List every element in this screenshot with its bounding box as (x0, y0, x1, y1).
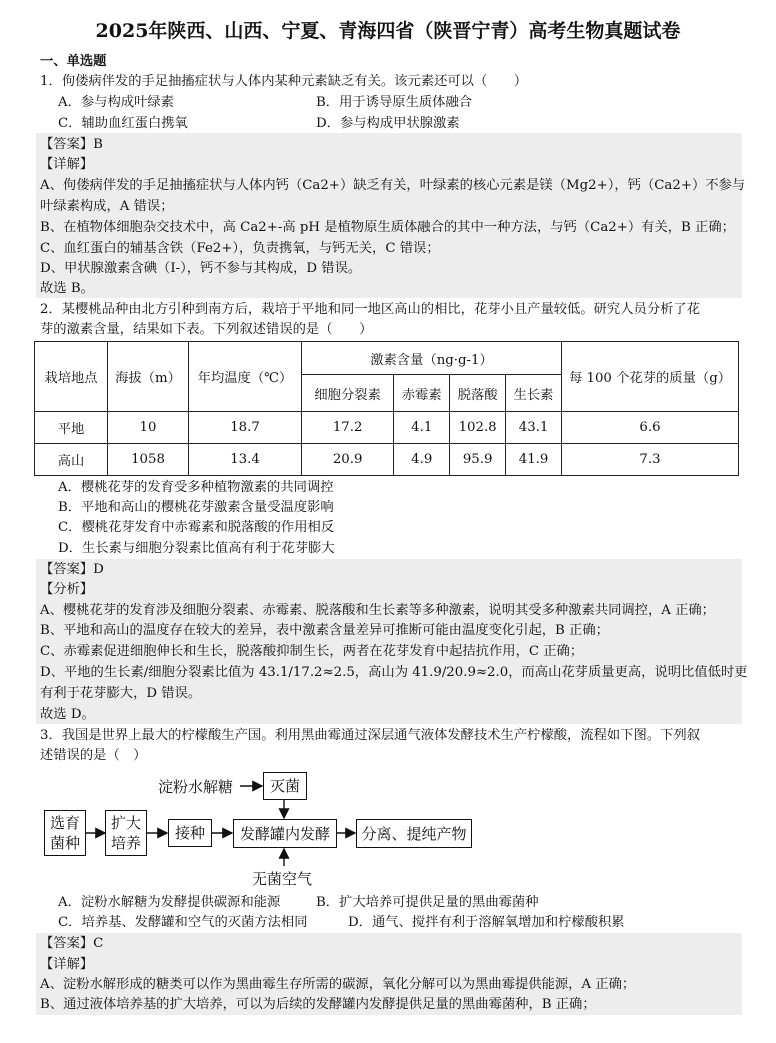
q1-detail-line: D、甲状腺激素含碘（I-），钙不参与其构成，D 错误。 (40, 261, 362, 276)
table-cell: 43.1 (506, 412, 562, 444)
page-title: 2025年陕西、山西、宁夏、青海四省（陕晋宁青）高考生物真题试卷 (95, 20, 681, 42)
table-cell: 4.9 (394, 444, 450, 476)
table-cell: 41.9 (506, 444, 562, 476)
header-hormone-type: 赤霉素 (394, 375, 450, 412)
table-cell: 95.9 (450, 444, 506, 476)
table-cell: 平地 (35, 412, 108, 444)
flow-box-expand (105, 810, 147, 856)
q1-option-d: D．参与构成甲状腺激素 (316, 116, 460, 131)
flow-box-inoculate (168, 819, 212, 847)
flow-label-air: 无菌空气 (252, 870, 313, 888)
q3-detail-line: A、淀粉水解形成的糖类可以作为黑曲霉生存所需的碳源，氧化分解可以为黑曲霉提供能源，A 正确； (40, 977, 636, 992)
table-cell: 102.8 (450, 412, 506, 444)
flow-box-separate-label: 分离、提纯产物 (361, 824, 467, 843)
q2-option-c: C．樱桃花芽发育中赤霉素和脱落酸的作用相反 (58, 520, 335, 535)
table-cell: 4.1 (394, 412, 450, 444)
header-mass: 每 100 个花芽的质量（g） (562, 342, 739, 412)
q2-analysis-line: 故选 D。 (40, 707, 95, 722)
header-hormone-type: 生长素 (506, 375, 562, 412)
q2-option-a: A．樱桃花芽的发育受多种植物激素的共同调控 (58, 480, 334, 495)
table-cell: 20.9 (302, 444, 394, 476)
q2-analysis-line: C、赤霉素促进细胞伸长和生长，脱落酸抑制生长，两者在花芽发育中起拮抗作用，C 正确； (40, 644, 584, 659)
q2-option-d: D．生长素与细胞分裂素比值高有利于花芽膨大 (58, 541, 335, 556)
flow-box-select-label: 选育 (49, 814, 80, 832)
q1-option-a: A．参与构成叶绿素 (58, 95, 174, 110)
flow-box-select-label: 菌种 (49, 834, 80, 852)
flow-box-ferment (233, 819, 337, 848)
q1-detail-line: 叶绿素构成，A 错误； (40, 199, 174, 214)
header-temp: 年均温度（℃） (189, 342, 302, 412)
q3-detail-title: 【详解】 (40, 957, 94, 972)
header-altitude: 海拔（m） (108, 342, 189, 412)
q1-detail-line: C、血红蛋白的辅基含铁（Fe2+），负责携氧，与钙无关，C 错误； (40, 241, 440, 256)
flow-box-sterilize-label: 灭菌 (269, 777, 300, 795)
table-cell: 18.7 (189, 412, 302, 444)
table-cell: 高山 (35, 444, 108, 476)
q3-option-b: B．扩大培养可提供足量的黑曲霉菌种 (316, 895, 539, 910)
q2-option-b: B．平地和高山的樱桃花芽激素含量受温度影响 (58, 500, 334, 515)
section-heading: 一、单选题 (40, 54, 107, 69)
q2-analysis-line: 有利于花芽膨大，D 错误。 (40, 686, 202, 701)
table-cell: 13.4 (189, 444, 302, 476)
q1-detail-line: B、在植物体细胞杂交技术中，高 Ca2+-高 pH 是植物原生质体融合的其中一种方法，与钙（Ca2+）有关，B 正确； (40, 220, 735, 235)
flow-box-sterilize (263, 772, 307, 800)
q1-answer: 【答案】B (40, 137, 103, 152)
header-site: 栽培地点 (35, 342, 108, 412)
q2-stem-line: 2．某樱桃品种由北方引种到南方后，栽培于平地和同一地区高山的相比，花芽小且产量较低。研究人员分析了花 (40, 302, 701, 317)
table-cell: 7.3 (562, 444, 739, 476)
q2-analysis-line: D、平地的生长素/细胞分裂素比值为 43.1/17.2≈2.5，高山为 41.9/20.9≈2.0，而高山花芽质量更高，说明比值低时更 (40, 665, 748, 680)
flow-box-expand-label: 培养 (110, 834, 141, 852)
q1-option-b: B．用于诱导原生质体融合 (316, 95, 473, 110)
header-hormone-type: 脱落酸 (450, 375, 506, 412)
table-cell: 17.2 (302, 412, 394, 444)
q3-detail-line: B、通过液体培养基的扩大培养，可以为后续的发酵罐内发酵提供足量的黑曲霉菌种，B 正确； (40, 997, 596, 1012)
q3-option-d: D．通气、搅拌有利于溶解氧增加和柠檬酸积累 (348, 915, 625, 930)
table-cell: 1058 (108, 444, 189, 476)
q2-answer: 【答案】D (40, 562, 104, 577)
q3-option-a: A．淀粉水解糖为发酵提供碳源和能源 (58, 895, 281, 910)
q2-analysis-line: A、樱桃花芽的发育涉及细胞分裂素、赤霉素、脱落酸和生长素等多种激素，说明其受多种激素共同调控，A 正确； (40, 603, 715, 618)
flow-box-expand-label: 扩大 (110, 814, 141, 832)
q1-detail-line: 故选 B。 (40, 281, 94, 296)
flow-box-ferment-label: 发酵罐内发酵 (239, 824, 330, 843)
q3-stem-line: 述错误的是（ ） (40, 748, 147, 763)
q1-detail-line: A、佝偻病伴发的手足抽搐症状与人体内钙（Ca2+）缺乏有关，叶绿素的核心元素是镁（Mg2+），钙（Ca2+）不参与 (40, 178, 746, 193)
flow-box-select (44, 810, 86, 856)
flow-box-separate (356, 819, 472, 848)
table-cell: 6.6 (562, 412, 739, 444)
header-hormone-type: 细胞分裂素 (302, 375, 394, 412)
q3-stem-line: 3．我国是世界上最大的柠檬酸生产国。利用黑曲霉通过深层通气液体发酵技术生产柠檬酸，流程如下图。下列叙 (40, 728, 701, 743)
q2-stem-line: 芽的激素含量，结果如下表。下列叙述错误的是（ ） (40, 322, 373, 337)
q1-option-c: C．辅助血红蛋白携氧 (58, 116, 188, 131)
q2-analysis-line: B、平地和高山的温度存在较大的差异，表中激素含量差异可推断可能由温度变化引起，B 正确； (40, 623, 609, 638)
q3-option-c: C．培养基、发酵罐和空气的灭菌方法相同 (58, 915, 308, 930)
q1-stem: 1．佝偻病伴发的手足抽搐症状与人体内某种元素缺乏有关。该元素还可以（ ） (40, 74, 528, 89)
flow-box-inoculate-label: 接种 (174, 824, 205, 842)
table-cell: 10 (108, 412, 189, 444)
q1-detail-title: 【详解】 (40, 157, 94, 172)
header-hormone: 激素含量（ng·g-1） (302, 342, 562, 375)
q3-answer: 【答案】C (40, 936, 104, 951)
q2-analysis-title: 【分析】 (40, 582, 94, 597)
flow-label-sugar: 淀粉水解糖 (158, 778, 234, 796)
